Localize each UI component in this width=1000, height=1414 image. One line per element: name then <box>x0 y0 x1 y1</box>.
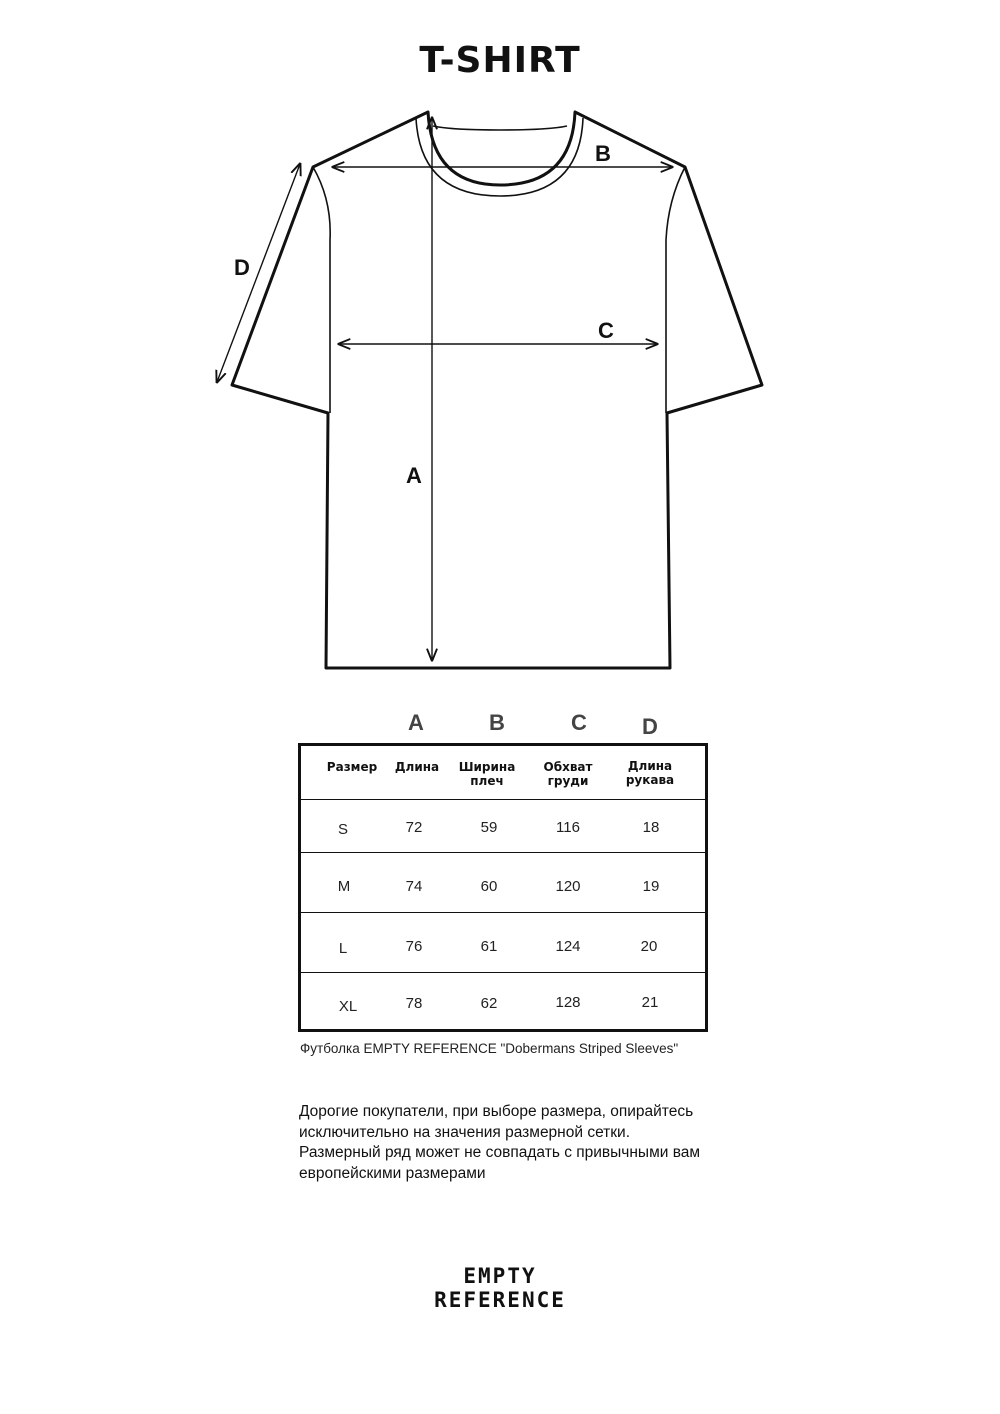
left-armhole-seam <box>313 167 330 413</box>
dimension-a-label: A <box>406 463 422 488</box>
cell-d: 20 <box>640 938 658 955</box>
dimension-b-label: B <box>595 141 611 166</box>
cell-c: 128 <box>555 994 581 1011</box>
neckline-inner <box>433 126 567 130</box>
header-size: Размер <box>326 760 378 774</box>
header-sleeve <box>605 759 695 787</box>
cell-d: 19 <box>642 878 660 895</box>
sizing-note-line1: Дорогие покупатели, при выборе размера, опирайтесь <box>299 1103 694 1120</box>
column-letter-c: C <box>571 710 587 735</box>
brand-logo-line2: REFERENCE <box>434 1288 566 1312</box>
cell-d: 21 <box>641 994 659 1011</box>
dimension-c-label: C <box>598 318 614 343</box>
header-chest-line2: груди <box>547 774 589 788</box>
cell-a: 76 <box>405 938 423 955</box>
cell-b: 60 <box>480 878 498 895</box>
cell-a: 74 <box>405 878 423 895</box>
table-row <box>301 974 705 1029</box>
dimension-d-line <box>217 164 300 382</box>
cell-b: 62 <box>480 995 498 1012</box>
cell-c: 120 <box>555 878 581 895</box>
cell-d: 18 <box>642 819 660 836</box>
table-row <box>301 854 705 913</box>
sizing-note-line2: исключительно на значения размерной сетки. <box>299 1123 631 1141</box>
column-letter-b: B <box>489 710 505 735</box>
size-table <box>298 743 708 1032</box>
column-letter-d: D <box>642 714 658 739</box>
product-caption: Футболка EMPTY REFERENCE "Dobermans Striped Sleeves" <box>300 1041 679 1056</box>
brand-logo <box>0 1264 1000 1312</box>
cell-b: 59 <box>480 819 498 836</box>
table-row <box>301 800 705 853</box>
right-armhole-seam <box>666 167 685 413</box>
cell-size: M <box>337 878 351 895</box>
cell-size: XL <box>338 998 358 1015</box>
cell-c: 116 <box>556 819 580 836</box>
page-title: T-SHIRT <box>419 40 581 81</box>
header-length: Длина <box>394 760 440 774</box>
column-letter-a: A <box>408 710 424 735</box>
cell-a: 72 <box>405 819 423 836</box>
header-shoulders <box>442 760 532 788</box>
header-sleeve-line2: рукава <box>625 773 675 787</box>
cell-size: S <box>337 821 348 838</box>
table-row <box>301 914 705 973</box>
header-chest <box>523 760 613 788</box>
cell-c: 124 <box>555 938 581 955</box>
tshirt-diagram <box>0 0 1000 700</box>
cell-b: 61 <box>480 938 498 955</box>
brand-logo-line1: EMPTY <box>463 1264 537 1288</box>
table-header-row <box>301 746 705 800</box>
header-shoulders-line1: Ширина <box>458 760 516 774</box>
header-chest-line1: Обхват <box>543 760 593 774</box>
header-shoulders-line2: плеч <box>470 774 504 788</box>
cell-a: 78 <box>405 995 423 1012</box>
cell-size: L <box>338 940 348 957</box>
sizing-note <box>299 1102 759 1184</box>
sizing-note-line4: европейскими размерами <box>299 1164 486 1182</box>
sizing-note-line3: Размерный ряд может не совпадать с привычными вам <box>299 1144 701 1161</box>
dimension-d-label: D <box>234 255 250 280</box>
header-sleeve-line1: Длина <box>627 759 673 773</box>
